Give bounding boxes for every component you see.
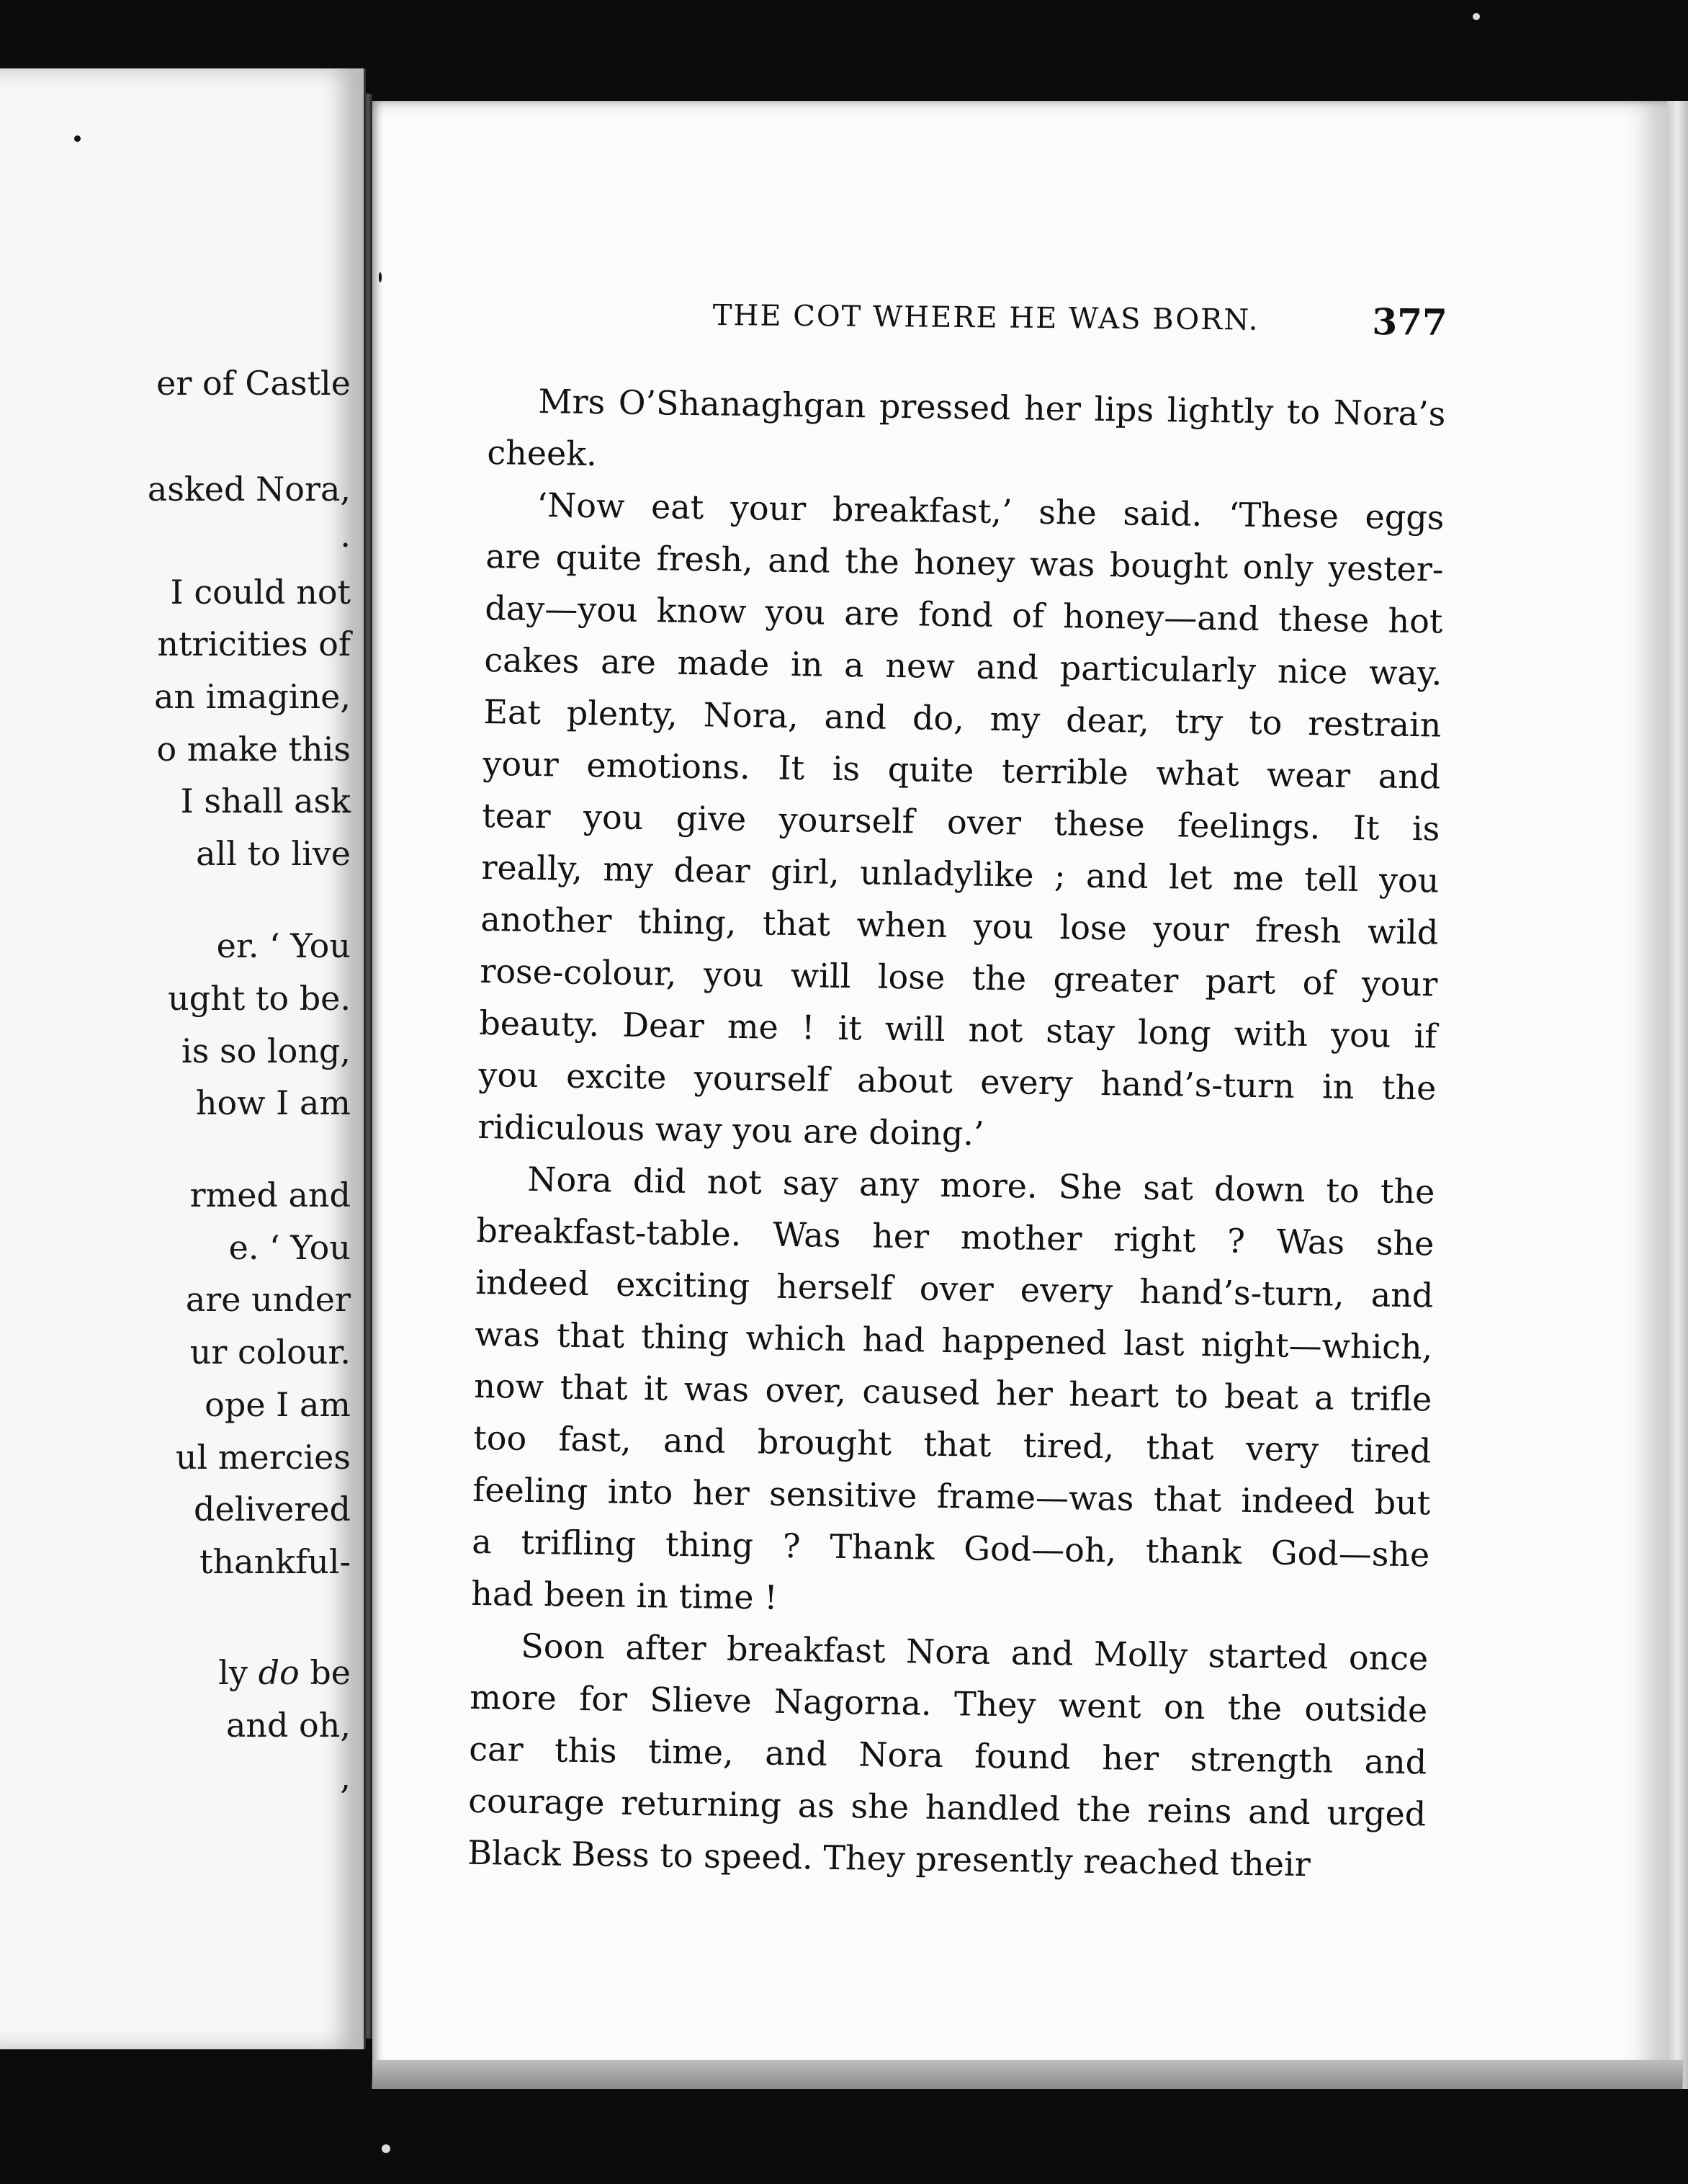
text-line: now that it was over, caused her heart to beat a trifle	[474, 1366, 1432, 1419]
previous-page-line: is so long,	[181, 1031, 351, 1070]
previous-page-line: thankful-	[199, 1542, 351, 1581]
text-line: ridiculous way you are doing.’	[477, 1106, 985, 1153]
text-line: courage returning as she handled the reins and urged	[467, 1781, 1427, 1834]
previous-page-line: are under	[185, 1280, 351, 1319]
text-line: too fast, and brought that tired, that very tired	[473, 1418, 1432, 1471]
scan-speck	[1473, 13, 1480, 20]
text-line: a trifling thing ? Thank God—oh, thank God—she	[472, 1521, 1430, 1575]
text-line: car this time, and Nora found her strength and	[468, 1729, 1427, 1782]
text-line: indeed exciting herself over every hand’s-turn, and	[475, 1262, 1434, 1315]
previous-page-line: er. ‘ You	[216, 926, 351, 965]
text-line: feeling into her sensitive frame—was that indeed but	[472, 1469, 1431, 1523]
previous-page-line: an imagine,	[153, 677, 351, 716]
text-line: had been in time !	[470, 1573, 778, 1617]
running-head-title: THE COT WHERE HE WAS BORN.	[712, 299, 1260, 337]
previous-page-line: delivered	[194, 1490, 351, 1529]
paragraph	[477, 478, 1445, 1165]
page-number: 377	[1372, 300, 1448, 344]
previous-page-line: and oh,	[225, 1706, 351, 1745]
text-line: Soon after breakfast Nora and Molly started once	[520, 1626, 1429, 1678]
scan-speck	[379, 272, 382, 282]
paragraph	[467, 1619, 1429, 1892]
previous-page-line: rmed and	[189, 1176, 351, 1214]
text-line: really, my dear girl, unladylike ; and let me tell you	[481, 847, 1440, 900]
text-line: rose-colour, you will lose the greater part of your	[480, 951, 1438, 1004]
text-line: cakes are made in a new and particularly nice way.	[484, 640, 1442, 693]
text-line: cheek.	[487, 432, 598, 474]
previous-page-line: ope I am	[205, 1385, 351, 1424]
previous-page-line: .	[340, 516, 351, 555]
text-line: beauty. Dear me ! it will not stay long with you if	[479, 1003, 1437, 1056]
text-line: more for Slieve Nagorna. They went on the outside	[469, 1677, 1428, 1730]
previous-page-line: how I am	[195, 1083, 351, 1122]
text-line: day—you know you are fond of honey—and these hot	[485, 588, 1443, 641]
previous-page-line-text: ly do be	[218, 1653, 351, 1692]
running-head	[712, 299, 1448, 344]
text-line: are quite fresh, and the honey was bought only yester-	[485, 536, 1444, 589]
text-line: Black Bess to speed. They presently reached their	[467, 1832, 1311, 1884]
text-line: Mrs O’Shanaghgan pressed her lips lightly to Nora’s	[538, 381, 1446, 434]
paragraph	[471, 1153, 1435, 1633]
previous-page-fragment	[0, 68, 366, 2049]
previous-page-line: asked Nora,	[147, 470, 351, 509]
page-edge	[1666, 101, 1688, 2089]
previous-page-line: ,	[340, 1758, 351, 1796]
scan-speck	[74, 135, 81, 142]
previous-page-line: I shall ask	[180, 782, 351, 820]
page-bottom-edge	[372, 2060, 1683, 2089]
previous-page-line: ur colour.	[189, 1333, 351, 1371]
previous-page-line: e. ‘ You	[228, 1228, 351, 1267]
text-line: another thing, that when you lose your fresh wild	[480, 899, 1439, 952]
page-body-text	[467, 375, 1446, 1892]
previous-page-line: er of Castle	[156, 364, 351, 403]
text-line: was that thing which had happened last night—which,	[475, 1314, 1433, 1367]
text-line: Nora did not say any more. She sat down to the	[527, 1159, 1435, 1212]
previous-page-line: ntricities of	[157, 625, 351, 663]
previous-page-line	[218, 1653, 351, 1692]
text-line: tear you give yourself over these feelings. It is	[482, 795, 1440, 849]
text-line: ‘Now eat your breakfast,’ she said. ‘These eggs	[537, 485, 1445, 537]
text-line: Eat plenty, Nora, and do, my dear, try to restrain	[483, 692, 1442, 745]
previous-page-line: ul mercies	[175, 1438, 351, 1477]
book-gutter	[364, 94, 372, 2038]
text-line: you excite yourself about every hand’s-turn in the	[478, 1055, 1437, 1108]
text-line: breakfast-table. Was her mother right ? Was she	[476, 1210, 1435, 1263]
previous-page-line: ught to be.	[168, 979, 351, 1018]
previous-page-line: all to live	[196, 834, 351, 873]
scan-speck	[382, 2144, 390, 2153]
previous-page-line: o make this	[156, 730, 351, 769]
previous-page-line: I could not	[170, 573, 351, 612]
paragraph	[487, 375, 1446, 492]
text-line: your emotions. It is quite terrible what wear and	[482, 743, 1441, 797]
